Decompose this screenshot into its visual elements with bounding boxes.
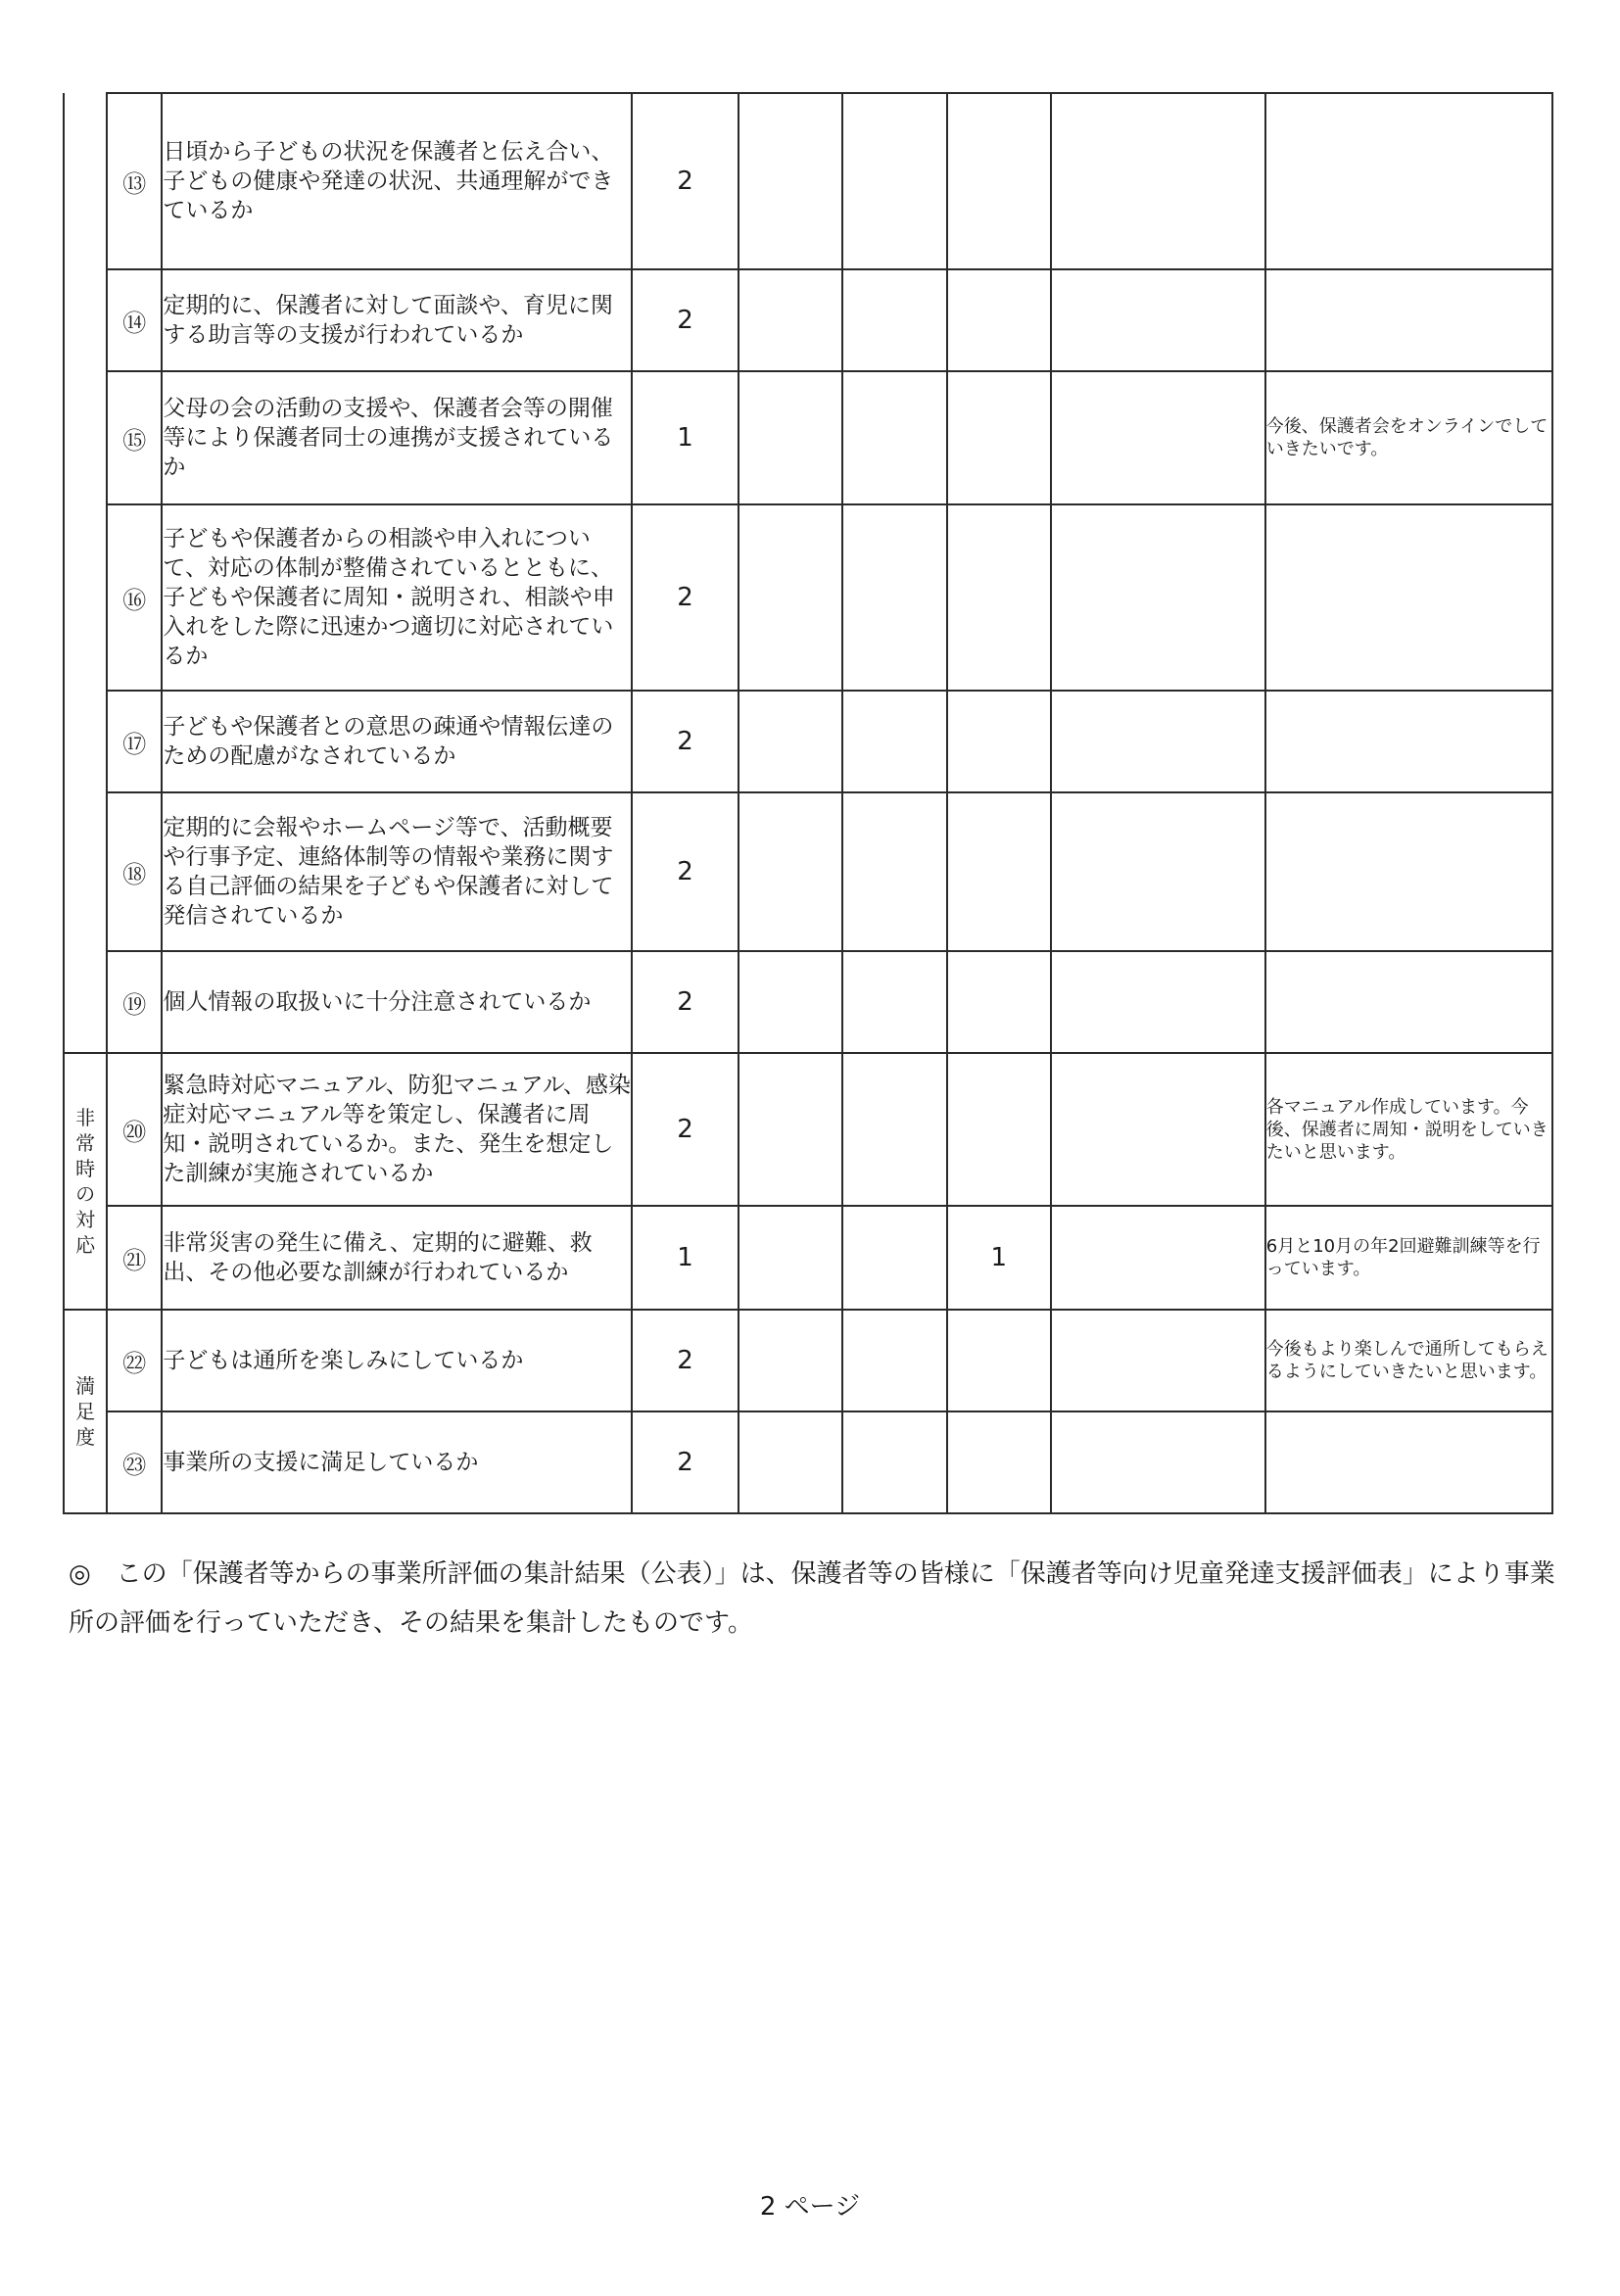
count-col-4 xyxy=(947,1411,1051,1513)
count-col-5 xyxy=(1051,1053,1265,1206)
item-question: 子どもや保護者からの相談や申入れについて、対応の体制が整備されているとともに、子どもや保護者に周知・説明され、相談や申入れをした際に迅速かつ適切に対応されているか xyxy=(162,504,632,691)
item-number: ㉒ xyxy=(107,1310,162,1411)
category-cell-continued xyxy=(64,93,107,1053)
count-col-5 xyxy=(1051,691,1265,792)
count-col-2 xyxy=(739,792,842,951)
item-number: ㉓ xyxy=(107,1411,162,1513)
improvement-note: 今後もより楽しんで通所してもらえるようにしていきたいと思います。 xyxy=(1265,1310,1552,1411)
count-yes: 2 xyxy=(632,1411,738,1513)
count-col-2 xyxy=(739,1310,842,1411)
evaluation-table xyxy=(63,92,1553,1514)
count-col-2 xyxy=(739,1206,842,1310)
count-yes: 2 xyxy=(632,1310,738,1411)
category-satisfaction xyxy=(64,1310,107,1513)
count-col-5 xyxy=(1051,1206,1265,1310)
item-question: 緊急時対応マニュアル、防犯マニュアル、感染症対応マニュアル等を策定し、保護者に周知・説明されているか。また、発生を想定した訓練が実施されているか xyxy=(162,1053,632,1206)
count-col-3 xyxy=(842,951,946,1053)
count-col-4 xyxy=(947,371,1051,504)
item-number: ⑲ xyxy=(107,951,162,1053)
item-number: ㉑ xyxy=(107,1206,162,1310)
count-col-5 xyxy=(1051,792,1265,951)
item-question: 子どもや保護者との意思の疎通や情報伝達のための配慮がなされているか xyxy=(162,691,632,792)
count-col-4 xyxy=(947,504,1051,691)
count-col-2 xyxy=(739,93,842,269)
count-yes: 2 xyxy=(632,504,738,691)
count-yes: 1 xyxy=(632,371,738,504)
count-col-3 xyxy=(842,691,946,792)
count-col-3 xyxy=(842,1206,946,1310)
count-yes: 1 xyxy=(632,1206,738,1310)
item-number: ⑯ xyxy=(107,504,162,691)
improvement-note: 今後、保護者会をオンラインでしていきたいです。 xyxy=(1265,371,1552,504)
category-label: 満足度 xyxy=(75,1374,96,1449)
count-col-3 xyxy=(842,93,946,269)
count-col-4 xyxy=(947,792,1051,951)
table-row xyxy=(64,504,1552,691)
category-emergency xyxy=(64,1053,107,1310)
page-number: 2 ページ xyxy=(759,2192,861,2222)
table-row xyxy=(64,951,1552,1053)
improvement-note xyxy=(1265,691,1552,792)
improvement-note: 6月と10月の年2回避難訓練等を行っています。 xyxy=(1265,1206,1552,1310)
count-col-2 xyxy=(739,951,842,1053)
table-row xyxy=(64,371,1552,504)
count-col-5 xyxy=(1051,504,1265,691)
count-col-5 xyxy=(1051,951,1265,1053)
table-row xyxy=(64,792,1552,951)
table-row xyxy=(64,1053,1552,1206)
count-col-5 xyxy=(1051,93,1265,269)
count-yes: 2 xyxy=(632,269,738,371)
count-col-5 xyxy=(1051,371,1265,504)
improvement-note xyxy=(1265,1411,1552,1513)
item-question: 定期的に、保護者に対して面談や、育児に関する助言等の支援が行われているか xyxy=(162,269,632,371)
item-question: 父母の会の活動の支援や、保護者会等の開催等により保護者同士の連携が支援されているか xyxy=(162,371,632,504)
item-number: ⑭ xyxy=(107,269,162,371)
item-number: ⑳ xyxy=(107,1053,162,1206)
count-col-2 xyxy=(739,269,842,371)
count-col-4 xyxy=(947,269,1051,371)
count-col-4 xyxy=(947,93,1051,269)
count-col-2 xyxy=(739,371,842,504)
table-row xyxy=(64,1206,1552,1310)
item-question: 定期的に会報やホームページ等で、活動概要や行事予定、連絡体制等の情報や業務に関する自己評価の結果を子どもや保護者に対して発信されているか xyxy=(162,792,632,951)
footnote: ◎ この「保護者等からの事業所評価の集計結果（公表）」は、保護者等の皆様に「保護者等向け児童発達支援評価表」により事業所の評価を行っていただき、その結果を集計したものです。 xyxy=(69,1559,1555,1638)
improvement-note xyxy=(1265,951,1552,1053)
count-col-3 xyxy=(842,1053,946,1206)
improvement-note xyxy=(1265,504,1552,691)
count-col-5 xyxy=(1051,269,1265,371)
count-col-5 xyxy=(1051,1310,1265,1411)
item-number: ⑱ xyxy=(107,792,162,951)
item-number: ⑰ xyxy=(107,691,162,792)
count-col-2 xyxy=(739,1053,842,1206)
count-col-4 xyxy=(947,1053,1051,1206)
item-question: 日頃から子どもの状況を保護者と伝え合い、子どもの健康や発達の状況、共通理解ができているか xyxy=(162,93,632,269)
count-col-2 xyxy=(739,1411,842,1513)
count-yes: 2 xyxy=(632,951,738,1053)
count-col-2 xyxy=(739,691,842,792)
count-col-3 xyxy=(842,792,946,951)
count-col-4 xyxy=(947,951,1051,1053)
item-number: ⑬ xyxy=(107,93,162,269)
count-col-3 xyxy=(842,371,946,504)
table-row xyxy=(64,1411,1552,1513)
improvement-note xyxy=(1265,792,1552,951)
table-row xyxy=(64,93,1552,269)
table-row xyxy=(64,269,1552,371)
count-yes: 2 xyxy=(632,691,738,792)
count-col-4: 1 xyxy=(947,1206,1051,1310)
item-question: 事業所の支援に満足しているか xyxy=(162,1411,632,1513)
item-question: 子どもは通所を楽しみにしているか xyxy=(162,1310,632,1411)
count-yes: 2 xyxy=(632,1053,738,1206)
count-col-3 xyxy=(842,1411,946,1513)
count-col-4 xyxy=(947,691,1051,792)
table-row xyxy=(64,691,1552,792)
count-col-3 xyxy=(842,1310,946,1411)
table-row xyxy=(64,1310,1552,1411)
count-col-4 xyxy=(947,1310,1051,1411)
count-col-3 xyxy=(842,269,946,371)
count-col-3 xyxy=(842,504,946,691)
improvement-note xyxy=(1265,93,1552,269)
count-col-5 xyxy=(1051,1411,1265,1513)
item-question: 個人情報の取扱いに十分注意されているか xyxy=(162,951,632,1053)
item-number: ⑮ xyxy=(107,371,162,504)
improvement-note: 各マニュアル作成しています。今後、保護者に周知・説明をしていきたいと思います。 xyxy=(1265,1053,1552,1206)
improvement-note xyxy=(1265,269,1552,371)
count-yes: 2 xyxy=(632,792,738,951)
count-yes: 2 xyxy=(632,93,738,269)
item-question: 非常災害の発生に備え、定期的に避難、救出、その他必要な訓練が行われているか xyxy=(162,1206,632,1310)
count-col-2 xyxy=(739,504,842,691)
category-label: 非常時の対応 xyxy=(75,1106,96,1257)
